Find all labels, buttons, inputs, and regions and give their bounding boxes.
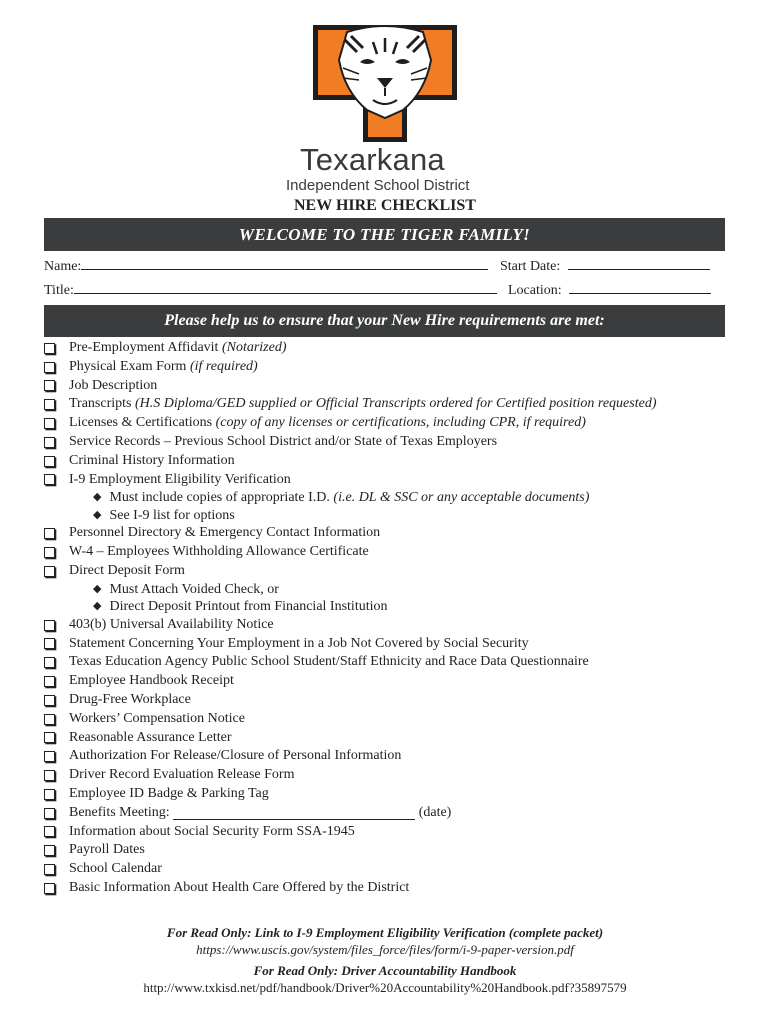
item-text: Information about Social Security Form SSA-1945: [69, 823, 355, 839]
checklist-item[interactable]: [44, 879, 744, 898]
checklist-item[interactable]: [44, 395, 744, 414]
checklist-item[interactable]: [44, 747, 744, 766]
district-subtitle: Independent School District: [286, 177, 470, 194]
item-text: Personnel Directory & Emergency Contact Information: [69, 525, 381, 541]
item-text: Workers’ Compensation Notice: [69, 710, 245, 726]
item-note: (if required): [189, 358, 258, 374]
checkbox-icon[interactable]: [44, 474, 55, 485]
checklist-item[interactable]: [44, 841, 744, 860]
checkbox-icon[interactable]: [44, 808, 55, 819]
item-text: Transcripts: [69, 396, 132, 412]
sub-item-text: See I-9 list for options: [109, 507, 235, 523]
item-text: Licenses & Certifications: [69, 415, 213, 431]
name-label: Name:: [44, 259, 82, 274]
checkbox-icon[interactable]: [44, 714, 55, 725]
start-date-label: Start Date:: [500, 259, 561, 274]
name-line[interactable]: [81, 257, 488, 270]
checklist-item[interactable]: [44, 653, 744, 672]
checkbox-icon[interactable]: [44, 380, 55, 391]
sub-item: [44, 489, 744, 507]
item-text: I-9 Employment Eligibility Verification: [69, 471, 291, 487]
item-text: W-4 – Employees Withholding Allowance Certificate: [69, 544, 369, 560]
new-hire-checklist: [44, 339, 744, 898]
checklist-item[interactable]: [44, 433, 744, 452]
item-text: 403(b) Universal Availability Notice: [69, 616, 274, 632]
item-text: Employee Handbook Receipt: [69, 673, 234, 689]
checklist-item[interactable]: [44, 524, 744, 543]
item-text: Drug-Free Workplace: [69, 691, 191, 707]
item-note: (Notarized): [221, 340, 287, 355]
benefits-date-label: (date): [418, 804, 452, 820]
welcome-banner: WELCOME TO THE TIGER FAMILY!: [44, 218, 725, 251]
item-text: Pre-Employment Affidavit: [69, 340, 219, 355]
checkbox-icon[interactable]: [44, 676, 55, 687]
checkbox-icon[interactable]: [44, 343, 55, 354]
checkbox-icon[interactable]: [44, 566, 55, 577]
diamond-bullet-icon: ◆: [93, 508, 102, 521]
checkbox-icon[interactable]: [44, 751, 55, 762]
item-text: Basic Information About Health Care Offered by the District: [69, 879, 410, 895]
checklist-item[interactable]: [44, 635, 744, 654]
checklist-item[interactable]: [44, 804, 744, 823]
checklist-item[interactable]: [44, 823, 744, 842]
checkbox-icon[interactable]: [44, 456, 55, 467]
checklist-item[interactable]: [44, 616, 744, 635]
checkbox-icon[interactable]: [44, 437, 55, 448]
item-text: Physical Exam Form: [69, 358, 187, 374]
item-text: Statement Concerning Your Employment in a Job Not Covered by Social Security: [69, 635, 529, 651]
sub-item-note: (i.e. DL & SSC or any acceptable documents): [333, 490, 590, 506]
sub-item: [44, 581, 744, 599]
name-field[interactable]: [44, 257, 488, 275]
page-title: NEW HIRE CHECKLIST: [294, 197, 476, 214]
checklist-item[interactable]: [44, 339, 744, 358]
benefits-date-line[interactable]: [173, 807, 415, 820]
checkbox-icon[interactable]: [44, 547, 55, 558]
location-label: Location:: [508, 283, 562, 298]
location-field[interactable]: [508, 281, 711, 299]
item-text: Benefits Meeting:: [69, 804, 170, 820]
checkbox-icon[interactable]: [44, 770, 55, 781]
location-line[interactable]: [569, 281, 711, 294]
title-line[interactable]: [74, 281, 497, 294]
checkbox-icon[interactable]: [44, 399, 55, 410]
item-note: (H.S Diploma/GED supplied or Official Transcripts ordered for Certified position requested): [135, 396, 657, 412]
checklist-item[interactable]: [44, 672, 744, 691]
checklist-item[interactable]: [44, 860, 744, 879]
sub-item: [44, 507, 744, 525]
diamond-bullet-icon: ◆: [93, 600, 102, 613]
checkbox-icon[interactable]: [44, 657, 55, 668]
item-text: Reasonable Assurance Letter: [69, 729, 232, 745]
checklist-item[interactable]: [44, 452, 744, 471]
checkbox-icon[interactable]: [44, 638, 55, 649]
i9-link-heading: For Read Only: Link to I-9 Employment Eligibility Verification (complete packet): [166, 925, 604, 940]
checkbox-icon[interactable]: [44, 845, 55, 856]
title-label: Title:: [44, 283, 74, 298]
sub-item-text: Must Attach Voided Check, or: [109, 581, 279, 597]
sub-item-text: Direct Deposit Printout from Financial Institution: [109, 599, 388, 615]
checkbox-icon[interactable]: [44, 826, 55, 837]
item-text: Direct Deposit Form: [69, 562, 185, 578]
checklist-item[interactable]: [44, 562, 744, 581]
checkbox-icon[interactable]: [44, 864, 55, 875]
start-date-line[interactable]: [568, 257, 710, 270]
item-text: Job Description: [69, 377, 158, 393]
title-field[interactable]: [44, 281, 497, 299]
item-text: Employee ID Badge & Parking Tag: [69, 785, 269, 801]
checklist-item[interactable]: [44, 471, 744, 490]
checkbox-icon[interactable]: [44, 883, 55, 894]
item-text: Texas Education Agency Public School Student/Staff Ethnicity and Race Data Questionnaire: [69, 654, 589, 670]
checklist-item[interactable]: [44, 691, 744, 710]
diamond-bullet-icon: ◆: [93, 491, 102, 504]
checkbox-icon[interactable]: [44, 620, 55, 631]
checkbox-icon[interactable]: [44, 789, 55, 800]
item-text: School Calendar: [69, 861, 162, 877]
checkbox-icon[interactable]: [44, 418, 55, 429]
checkbox-icon[interactable]: [44, 732, 55, 743]
item-text: Service Records – Previous School District and/or State of Texas Employers: [69, 433, 498, 449]
i9-link-url[interactable]: https://www.uscis.gov/system/files_force/files/form/i-9-paper-version.pdf: [196, 942, 574, 957]
checklist-item[interactable]: [44, 729, 744, 748]
checklist-item[interactable]: [44, 766, 744, 785]
district-name: Texarkana: [300, 142, 445, 177]
item-text: Payroll Dates: [69, 842, 145, 858]
checklist-item[interactable]: [44, 785, 744, 804]
diamond-bullet-icon: ◆: [93, 582, 102, 595]
handbook-url[interactable]: http://www.txkisd.net/pdf/handbook/Driver%20Accountability%20Handbook.pdf?35897579: [143, 980, 627, 995]
checkbox-icon[interactable]: [44, 362, 55, 373]
item-note: (copy of any licenses or certifications, including CPR, if required): [215, 415, 586, 431]
item-text: Driver Record Evaluation Release Form: [69, 767, 295, 783]
start-date-field[interactable]: [500, 257, 710, 275]
checklist-item[interactable]: [44, 377, 744, 396]
sub-item-text: Must include copies of appropriate I.D.: [109, 490, 330, 506]
checkbox-icon[interactable]: [44, 528, 55, 539]
item-text: Authorization For Release/Closure of Personal Information: [69, 748, 402, 764]
checkbox-icon[interactable]: [44, 695, 55, 706]
handbook-heading: For Read Only: Driver Accountability Handbook: [253, 963, 517, 978]
checklist-item[interactable]: [44, 543, 744, 562]
requirements-banner: Please help us to ensure that your New Hire requirements are met:: [44, 305, 725, 337]
item-text: Criminal History Information: [69, 452, 235, 468]
checklist-item[interactable]: [44, 414, 744, 433]
checklist-item[interactable]: [44, 710, 744, 729]
sub-item: [44, 598, 744, 616]
checklist-item[interactable]: [44, 358, 744, 377]
